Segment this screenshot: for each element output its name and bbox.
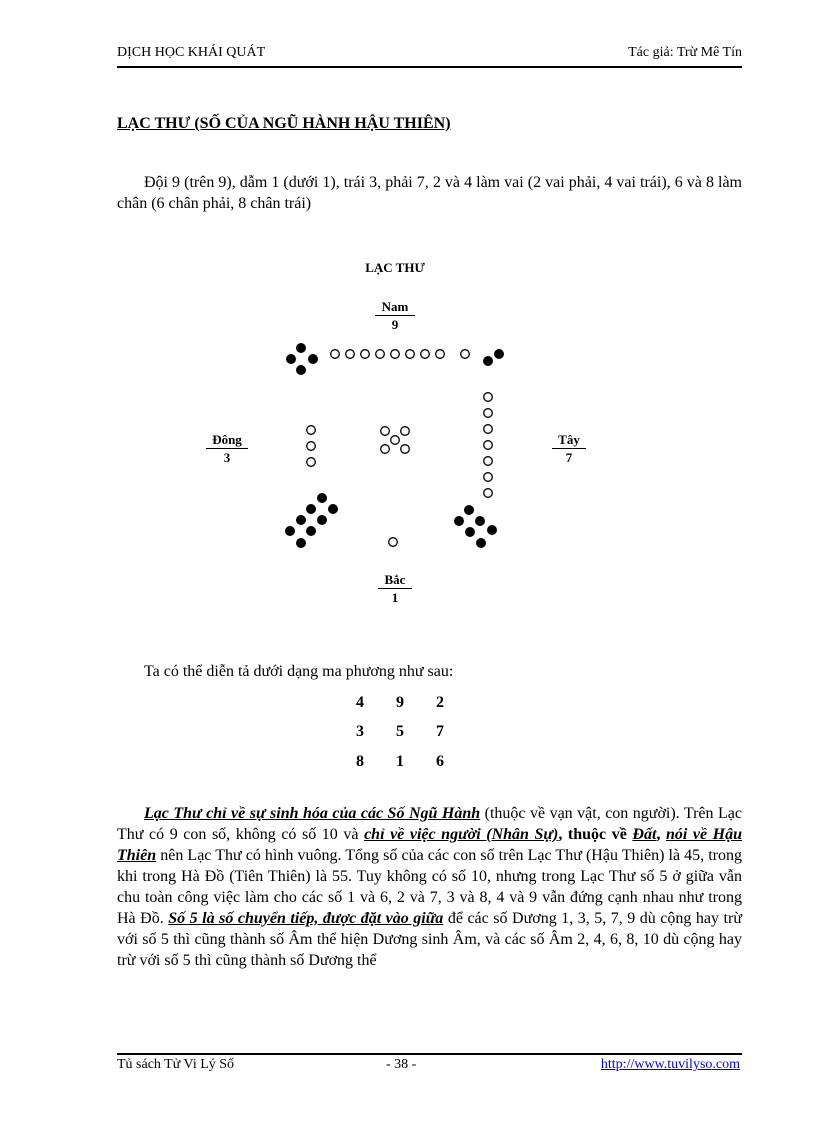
solid-dot	[483, 356, 493, 366]
solid-dot	[465, 527, 475, 537]
solid-dot	[317, 493, 327, 503]
body-text	[117, 803, 742, 971]
magic-square-cell: 4	[356, 693, 364, 711]
hollow-dot	[484, 441, 493, 450]
direction-east-number: 3	[223, 450, 231, 465]
hollow-dot	[484, 409, 493, 418]
solid-dot	[296, 538, 306, 548]
footer-rule	[117, 1053, 742, 1055]
dot-group-right	[484, 393, 493, 498]
solid-dot	[476, 538, 486, 548]
hollow-dot	[401, 427, 410, 436]
emphasis-text: chỉ về việc người (Nhân Sự)	[364, 826, 559, 843]
solid-dot	[464, 505, 474, 515]
direction-north-number: 9	[391, 317, 399, 332]
hollow-dot	[484, 473, 493, 482]
direction-east-name: Đông	[206, 431, 248, 449]
direction-south-name: Bắc	[378, 571, 412, 589]
solid-dot	[285, 526, 295, 536]
solid-dot	[306, 526, 316, 536]
magic-square-cell: 7	[436, 723, 444, 741]
body-segment: nên Lạc Thư có hình vuông. Tổng số của các con số trên Lạc Thư (Hậu Thiên) là 45, trong khi trong Hà Đồ (Tiên Thiên) là 55. Tuy không có số 10, nhưng trong Lạc Thư số 5 ở giữa vẫn chu toàn công việc làm cho các số 1 và 6, 2 và 7, 3 và 8, 4 và 9 vẫn đứng cạnh nhau như trong Hà Đồ.	[117, 847, 742, 927]
dot-group-top	[331, 350, 470, 359]
dot-group-bottom	[389, 538, 398, 547]
hollow-dot	[461, 350, 470, 359]
direction-south-number: 1	[391, 590, 399, 605]
body-paragraph	[117, 803, 742, 971]
emphasis-text: Lạc Thư chỉ về sự sinh hóa của các Số Ngũ Hành	[144, 805, 481, 822]
hollow-dot	[307, 442, 316, 451]
hollow-dot	[406, 350, 415, 359]
page-number: - 38 -	[386, 1057, 417, 1072]
hollow-dot	[381, 445, 390, 454]
magic-square	[340, 688, 470, 777]
body-segment: (thuộc về vạn vật, con người). Trên Lạc Thư có 9 con số, không có số 10 và	[117, 805, 742, 843]
diagram-title: LẠC THƯ	[365, 260, 425, 275]
hollow-dot	[421, 350, 430, 359]
hollow-dot	[307, 458, 316, 467]
magic-square-cell: 2	[436, 693, 444, 711]
body-segment: , thuộc về	[558, 826, 633, 843]
hollow-dot	[346, 350, 355, 359]
hollow-dot	[389, 538, 398, 547]
hollow-dot	[436, 350, 445, 359]
hollow-dot	[391, 350, 400, 359]
hollow-dot	[376, 350, 385, 359]
solid-dot	[328, 504, 338, 514]
dot-group-bottom-left	[285, 493, 338, 548]
solid-dot	[475, 516, 485, 526]
magic-square-intro	[117, 661, 742, 682]
magic-square-intro-text: Ta có thể diễn tả dưới dạng ma phương như sau:	[144, 663, 454, 680]
emphasis-text: nói về Hậu Thiên	[117, 826, 743, 864]
solid-dot	[317, 515, 327, 525]
solid-dot	[454, 516, 464, 526]
intro-text: Đội 9 (trên 9), dẫm 1 (dưới 1), trái 3, phải 7, 2 và 4 làm vai (2 vai phải, 4 vai trái), 6 và 8 làm chân (6 chân phải, 8 chân trái)	[117, 174, 742, 212]
magic-square-row	[340, 747, 470, 777]
hollow-dot	[484, 425, 493, 434]
direction-west-name: Tây	[552, 431, 586, 449]
dot-group-bottom-right	[454, 505, 497, 548]
hollow-dot	[401, 445, 410, 454]
hollow-dot	[391, 436, 400, 445]
hollow-dot	[361, 350, 370, 359]
footer-left: Tủ sách Tử Vi Lý Số	[117, 1057, 235, 1072]
solid-dot	[286, 354, 296, 364]
solid-dot	[494, 349, 504, 359]
solid-dot	[296, 515, 306, 525]
hollow-dot	[307, 426, 316, 435]
hollow-dot	[484, 457, 493, 466]
magic-square-row	[340, 718, 470, 748]
solid-dot	[296, 343, 306, 353]
emphasis-text: Số 5 là số chuyển tiếp, được đặt vào giữa	[168, 910, 444, 927]
dot-group-top-left	[286, 343, 318, 375]
direction-north-name: Nam	[375, 298, 415, 316]
footer-website-link[interactable]: http://www.tuvilyso.com	[600, 1057, 740, 1072]
emphasis-text: Đất	[632, 826, 657, 843]
magic-square-cell: 9	[396, 693, 404, 711]
solid-dot	[306, 504, 316, 514]
solid-dot	[296, 365, 306, 375]
section-title: LẠC THƯ (SỐ CỦA NGŨ HÀNH HẬU THIÊN)	[117, 115, 451, 132]
magic-square-cell: 5	[396, 723, 404, 741]
magic-square-cell: 6	[436, 752, 444, 770]
magic-square-cell: 1	[396, 752, 404, 770]
hollow-dot	[331, 350, 340, 359]
dot-group-center	[381, 427, 410, 454]
body-segment: ,	[656, 826, 666, 843]
hollow-dot	[381, 427, 390, 436]
header-left: DỊCH HỌC KHÁI QUÁT	[117, 45, 266, 60]
hollow-dot	[484, 393, 493, 402]
magic-square-row	[340, 688, 470, 718]
magic-square-cell: 3	[356, 723, 364, 741]
magic-square-cell: 8	[356, 752, 364, 770]
dot-group-left	[307, 426, 316, 467]
hollow-dot	[484, 489, 493, 498]
solid-dot	[308, 354, 318, 364]
body-segment: để các số Dương 1, 3, 5, 7, 9 dù cộng hay trừ với số 5 thì cũng thành số Âm thể hiện Dương sinh Âm, và các số Âm 2, 4, 6, 8, 10 dù cộng hay trừ với số 5 thì cũng thành số Dương thể	[117, 910, 742, 969]
dot-group-top-right	[483, 349, 504, 366]
solid-dot	[487, 525, 497, 535]
direction-west-number: 7	[565, 450, 573, 465]
header-right: Tác giả: Trừ Mê Tín	[628, 45, 742, 60]
